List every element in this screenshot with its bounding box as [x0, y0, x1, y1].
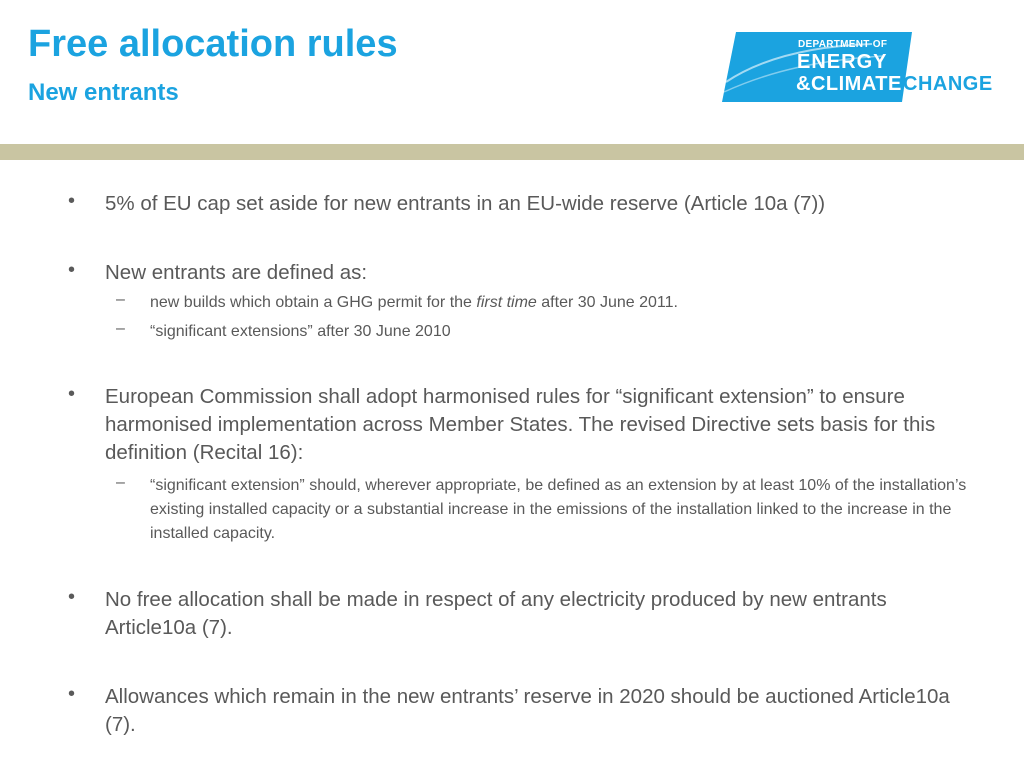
bullet-text: European Commission shall adopt harmonised rules for “significant extension” to ensure harmonised implementation across Member States. The revised Directive sets basis for this definition (Recital 16):	[105, 385, 936, 464]
logo-change-text: CHANGE	[903, 73, 993, 95]
dash-marker: –	[116, 474, 125, 491]
bullet-marker: •	[68, 683, 76, 705]
bullet-marker: •	[68, 190, 76, 212]
sub-bullet-text	[150, 291, 965, 315]
logo-climate-text: &CLIMATE	[796, 73, 902, 95]
bullet-marker: •	[68, 259, 76, 281]
dash-marker: –	[116, 291, 125, 308]
bullet-text: 5% of EU cap set aside for new entrants in an EU-wide reserve (Article 10a (7))	[105, 192, 826, 215]
bullet-text: Allowances which remain in the new entrants’ reserve in 2020 should be auctioned Article10a (7).	[105, 685, 950, 736]
slide-title: Free allocation rules	[28, 23, 398, 65]
logo-energy-text: ENERGY	[797, 51, 888, 73]
bullet-marker: •	[68, 383, 76, 405]
bullet-marker: •	[68, 586, 76, 608]
sub-bullet-emphasis: first time	[476, 294, 537, 311]
decc-logo	[722, 30, 992, 104]
sub-bullet-text: “significant extensions” after 30 June 2010	[150, 323, 451, 340]
slide-subtitle: New entrants	[28, 79, 179, 106]
logo-department-text: DEPARTMENT OF	[798, 39, 888, 50]
dash-marker: –	[116, 320, 125, 337]
bullet-text: No free allocation shall be made in respect of any electricity produced by new entrants Article10a (7).	[105, 588, 887, 639]
sub-bullet-text-part: new builds which obtain a GHG permit for the	[150, 294, 477, 311]
header-divider	[0, 144, 1024, 160]
sub-bullet-text-part: after 30 June 2011.	[536, 294, 678, 311]
bullet-text: New entrants are defined as:	[105, 261, 368, 284]
sub-bullet-text: “significant extension” should, wherever appropriate, be defined as an extension by at least 10% of the installation’s existing installed capacity or a substantial increase in the emissions of the installation linked to the increase in the installed capacity.	[150, 477, 967, 542]
